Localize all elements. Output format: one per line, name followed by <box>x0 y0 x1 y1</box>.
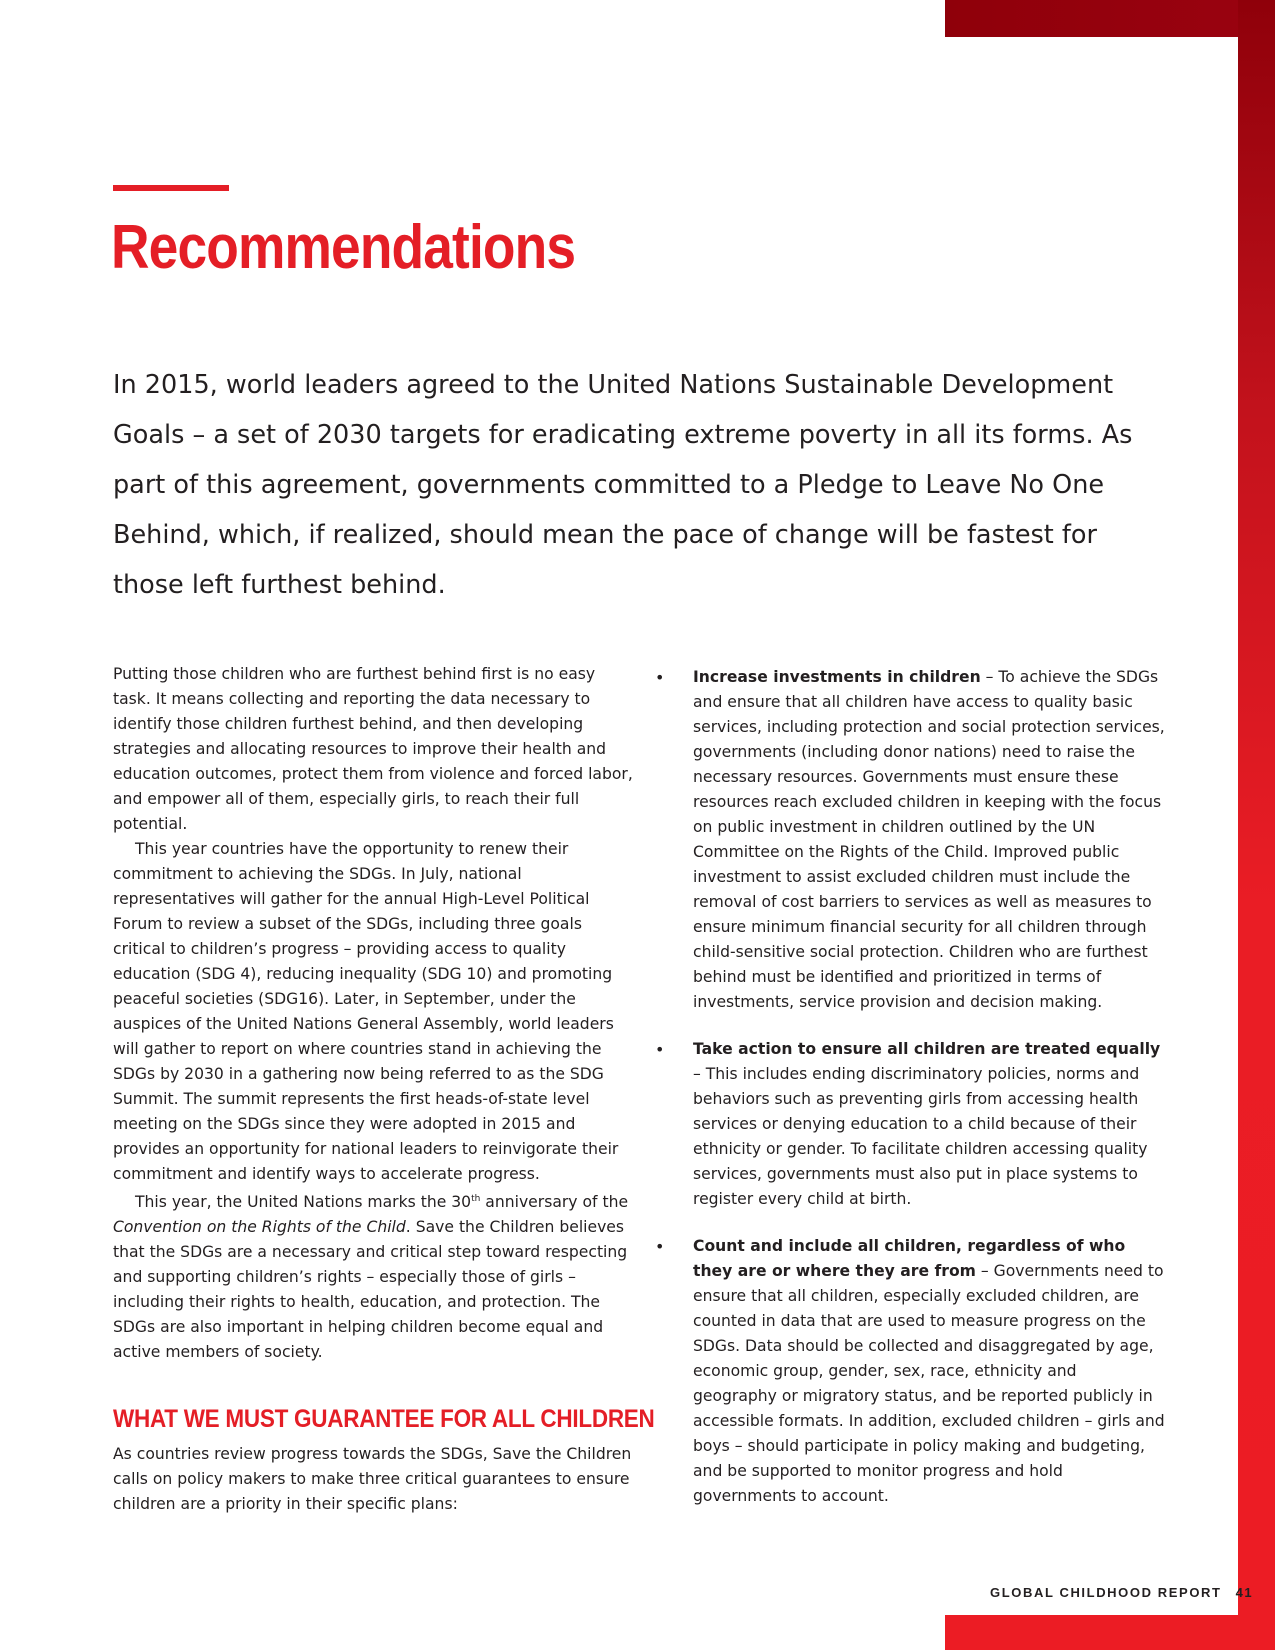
top-red-bar <box>945 0 1275 37</box>
bullet-text: – This includes ending discriminatory policies, norms and behaviors such as preventing girls from accessing health services or denying education to a child because of their ethnicity or gender. To facilitate children accessing quality services, governments must also put in place systems to register every child at birth. <box>693 1065 1148 1208</box>
paragraph-3 <box>113 1187 633 1365</box>
page-number: 41 <box>1235 1585 1254 1600</box>
left-column <box>113 662 655 1517</box>
ordinal-suffix: th <box>471 1194 481 1204</box>
paragraph-2: This year countries have the opportunity to renew their commitment to achieving the SDGs. In July, national representatives will gather for the annual High-Level Political Forum to review a subset of the SDGs, including three goals critical to children’s progress – providing access to quality education (SDG 4), reducing inequality (SDG 10) and promoting peaceful societies (SDG16). Later, in September, under the auspices of the United Nations General Assembly, world leaders will gather to report on where countries stand in achieving the SDGs by 2030 in a gathering now being referred to as the SDG Summit. The summit represents the first heads-of-state level meeting on the SDGs since they were adopted in 2015 and provides an opportunity for national leaders to reinvigorate their commitment and identify ways to accelerate progress. <box>113 840 619 1183</box>
side-red-bar <box>1235 0 1275 1650</box>
right-column <box>655 665 1165 1531</box>
page-title: Recommendations <box>111 213 576 282</box>
paragraph-3-text-b: anniversary of the <box>480 1193 629 1212</box>
title-rule <box>113 185 229 191</box>
bullet-item <box>655 1037 1165 1212</box>
bullet-icon: • <box>655 1237 665 1256</box>
bullet-item <box>655 665 1165 1015</box>
bullet-text: – Governments need to ensure that all children, especially excluded children, are counted in data that are used to measure progress on the SDGs. Data should be collected and disaggregated by age, economic group, gender, sex, race, ethnicity and geography or migratory status, and be reported publicly in accessible formats. In addition, excluded children – girls and boys – should participate in policy making and budgeting, and be supported to monitor progress and hold governments to account. <box>693 1262 1165 1505</box>
report-name: GLOBAL CHILDHOOD REPORT <box>990 1585 1222 1600</box>
bullet-text: – To achieve the SDGs and ensure that all children have access to quality basic services, including protection and social protection services, governments (including donor nations) need to raise the necessary resources. Governments must ensure these resources reach excluded children in keeping with the focus on public investment in children outlined by the UN Committee on the Rights of the Child. Improved public investment to assist excluded children must include the removal of cost barriers to services as well as measures to ensure minimum financial security for all children through child-sensitive social protection. Children who are furthest behind must be identified and prioritized in terms of investments, service provision and decision making. <box>693 668 1165 1011</box>
intro-paragraph: In 2015, world leaders agreed to the United Nations Sustainable Development Goals – a set of 2030 targets for eradicating extreme poverty in all its forms. As part of this agreement, governments committed to a Pledge to Leave No One Behind, which, if realized, should mean the pace of change will be fastest for those left furthest behind. <box>113 370 1133 600</box>
paragraph-4: As countries review progress towards the SDGs, Save the Children calls on policy makers to make three critical guarantees to ensure children are a priority in their specific plans: <box>113 1445 632 1514</box>
bullet-heading: Increase investments in children <box>693 668 981 686</box>
bottom-red-bar <box>945 1615 1275 1650</box>
convention-title: Convention on the Rights of the Child <box>113 1218 406 1237</box>
paragraph-3-text-c: . Save the Children believes that the SDGs are a necessary and critical step toward respecting and supporting children’s rights – especially those of girls – including their rights to health, education, and protection. The SDGs are also important in helping children become equal and active members of society. <box>113 1218 628 1362</box>
paragraph-1: Putting those children who are furthest behind first is no easy task. It means collecting and reporting the data necessary to identify those children furthest behind, and then developing strategies and allocating resources to improve their health and education outcomes, protect them from violence and forced labor, and empower all of them, especially girls, to reach their full potential. <box>113 665 633 833</box>
bullet-icon: • <box>655 668 665 687</box>
paragraph-3-text-a: This year, the United Nations marks the 30 <box>135 1193 472 1212</box>
page-footer <box>990 1585 1253 1600</box>
section-heading: WHAT WE MUST GUARANTEE FOR ALL CHILDREN <box>113 1405 655 1434</box>
bullet-icon: • <box>655 1040 665 1059</box>
bullet-heading: Count and include all children, regardless of who they are or where they are from <box>693 1237 1126 1280</box>
bullet-item <box>655 1234 1165 1509</box>
bullet-heading: Take action to ensure all children are treated equally <box>693 1040 1161 1058</box>
